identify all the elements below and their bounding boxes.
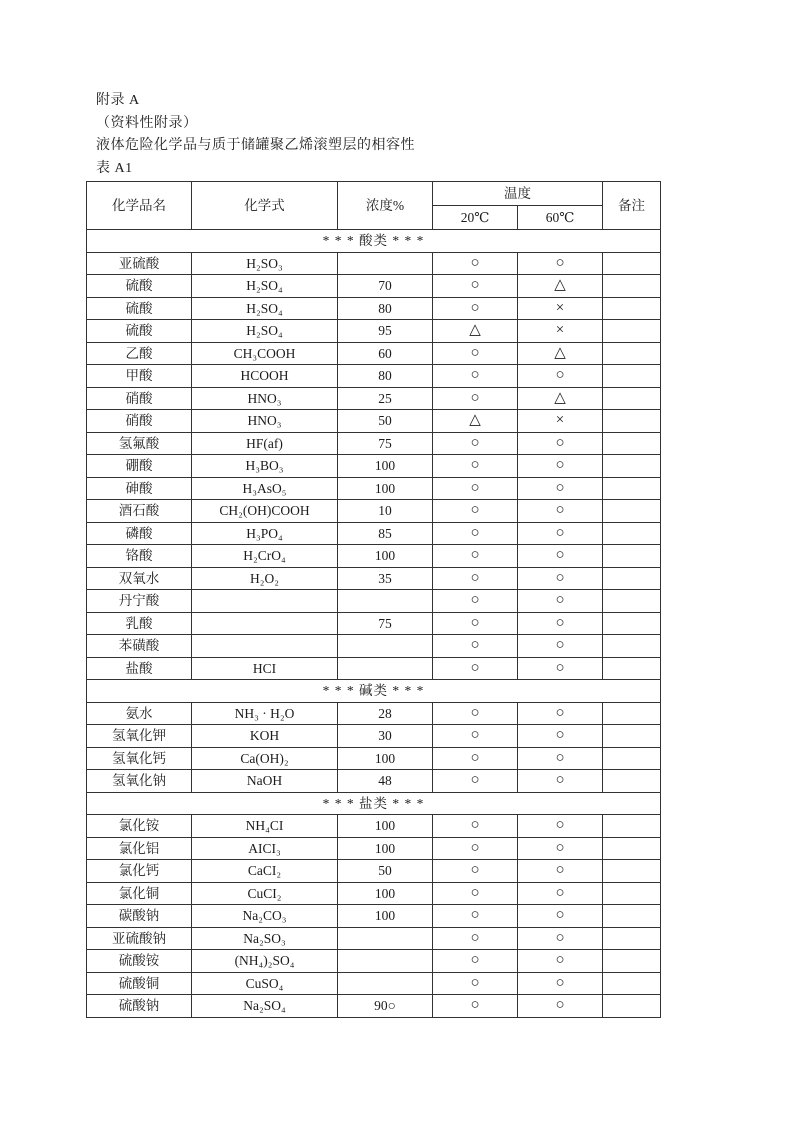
formula-cell: CuCI₂	[192, 882, 338, 905]
formula-cell: CH₂(OH)COOH	[192, 500, 338, 523]
section-label: * * * 酸类 * * *	[87, 230, 661, 253]
remark-cell	[603, 387, 661, 410]
concentration-cell	[338, 972, 433, 995]
temp-20-result-cell: △	[433, 410, 518, 433]
temp-20-result-cell: ○	[433, 612, 518, 635]
table-row	[87, 995, 661, 1018]
remark-cell	[603, 837, 661, 860]
formula-cell: H₃AsO₅	[192, 477, 338, 500]
document-page	[86, 90, 664, 1018]
temp-20-result-cell: ○	[433, 657, 518, 680]
temp-20-result-cell: ○	[433, 365, 518, 388]
chemical-name-cell: 氯化铝	[87, 837, 192, 860]
remark-cell	[603, 455, 661, 478]
table-row	[87, 477, 661, 500]
chemical-name-cell: 硫酸铜	[87, 972, 192, 995]
concentration-cell: 100	[338, 747, 433, 770]
concentration-cell: 100	[338, 477, 433, 500]
chemical-name-cell: 双氧水	[87, 567, 192, 590]
remark-cell	[603, 477, 661, 500]
remark-cell	[603, 972, 661, 995]
temp-20-result-cell: ○	[433, 342, 518, 365]
table-header	[87, 182, 661, 230]
table-row	[87, 387, 661, 410]
temp-60-result-cell: ○	[518, 252, 603, 275]
temp-20-result-cell: ○	[433, 297, 518, 320]
section-row	[87, 230, 661, 253]
formula-cell: H₂CrO₄	[192, 545, 338, 568]
temp-20-result-cell: ○	[433, 702, 518, 725]
chemical-name-cell: 乳酸	[87, 612, 192, 635]
table-row	[87, 635, 661, 658]
temp-20-result-cell: ○	[433, 927, 518, 950]
concentration-cell: 90○	[338, 995, 433, 1018]
chemical-name-cell: 铬酸	[87, 545, 192, 568]
document-title: 液体危险化学品与质于储罐聚乙烯滚塑层的相容性	[96, 138, 415, 153]
remark-cell	[603, 342, 661, 365]
temp-60-result-cell: ○	[518, 500, 603, 523]
chemical-name-cell: 砷酸	[87, 477, 192, 500]
concentration-cell	[338, 927, 433, 950]
concentration-cell: 50	[338, 860, 433, 883]
compatibility-table	[86, 181, 661, 1018]
temp-20-result-cell: ○	[433, 500, 518, 523]
remark-cell	[603, 657, 661, 680]
temp-20-result-cell: ○	[433, 432, 518, 455]
table-row	[87, 410, 661, 433]
concentration-cell: 100	[338, 905, 433, 928]
table-row	[87, 837, 661, 860]
temp-60-result-cell: ○	[518, 995, 603, 1018]
formula-cell: H₂O₂	[192, 567, 338, 590]
table-row	[87, 590, 661, 613]
temp-20-result-cell: ○	[433, 545, 518, 568]
chemical-name-cell: 丹宁酸	[87, 590, 192, 613]
temp-20-result-cell: ○	[433, 905, 518, 928]
temp-20-result-cell: ○	[433, 770, 518, 793]
table-row	[87, 950, 661, 973]
temp-60-result-cell: ×	[518, 297, 603, 320]
appendix-type: （资料性附录）	[96, 115, 198, 131]
remark-cell	[603, 297, 661, 320]
chemical-name-cell: 硼酸	[87, 455, 192, 478]
formula-cell: Na₂CO₃	[192, 905, 338, 928]
remark-cell	[603, 545, 661, 568]
chemical-name-cell: 硫酸	[87, 320, 192, 343]
formula-cell: Ca(OH)₂	[192, 747, 338, 770]
formula-cell: Na₂SO₄	[192, 995, 338, 1018]
table-row	[87, 905, 661, 928]
table-row	[87, 545, 661, 568]
section-label: * * * 盐类 * * *	[87, 792, 661, 815]
temp-60-result-cell: △	[518, 275, 603, 298]
remark-cell	[603, 500, 661, 523]
temp-20-result-cell: ○	[433, 837, 518, 860]
table-row	[87, 725, 661, 748]
remark-cell	[603, 432, 661, 455]
temp-20-result-cell: ○	[433, 590, 518, 613]
table-row	[87, 567, 661, 590]
temp-20-result-cell: △	[433, 320, 518, 343]
section-label: * * * 碱类 * * *	[87, 680, 661, 703]
formula-cell: KOH	[192, 725, 338, 748]
table-row	[87, 432, 661, 455]
remark-cell	[603, 702, 661, 725]
temp-60-result-cell: ○	[518, 477, 603, 500]
remark-cell	[603, 252, 661, 275]
chemical-name-cell: 氨水	[87, 702, 192, 725]
remark-cell	[603, 725, 661, 748]
formula-cell: CH₃COOH	[192, 342, 338, 365]
remark-cell	[603, 815, 661, 838]
concentration-cell	[338, 950, 433, 973]
temp-60-result-cell: ○	[518, 725, 603, 748]
formula-cell: HCI	[192, 657, 338, 680]
formula-cell: HF(af)	[192, 432, 338, 455]
temp-60-result-cell: ○	[518, 950, 603, 973]
chemical-name-cell: 酒石酸	[87, 500, 192, 523]
remark-cell	[603, 522, 661, 545]
remark-cell	[603, 275, 661, 298]
temp-60-result-cell: ○	[518, 432, 603, 455]
temp-60-result-cell: ○	[518, 770, 603, 793]
temp-60-result-cell: ○	[518, 905, 603, 928]
table-row	[87, 815, 661, 838]
temp-20-result-cell: ○	[433, 455, 518, 478]
section-row	[87, 792, 661, 815]
remark-cell	[603, 950, 661, 973]
table-row	[87, 342, 661, 365]
concentration-cell: 100	[338, 545, 433, 568]
table-row	[87, 500, 661, 523]
table-row	[87, 657, 661, 680]
formula-cell: NH₄CI	[192, 815, 338, 838]
chemical-name-cell: 氯化铜	[87, 882, 192, 905]
chemical-name-cell: 亚硫酸钠	[87, 927, 192, 950]
table-row	[87, 252, 661, 275]
formula-cell: H₃PO₄	[192, 522, 338, 545]
chemical-name-cell: 磷酸	[87, 522, 192, 545]
chemical-name-cell: 碳酸钠	[87, 905, 192, 928]
header-concentration: 浓度%	[338, 182, 433, 230]
chemical-name-cell: 氯化铵	[87, 815, 192, 838]
temp-60-result-cell: ○	[518, 365, 603, 388]
formula-cell	[192, 590, 338, 613]
remark-cell	[603, 612, 661, 635]
remark-cell	[603, 905, 661, 928]
concentration-cell: 100	[338, 837, 433, 860]
formula-cell: H₃BO₃	[192, 455, 338, 478]
table-row	[87, 770, 661, 793]
section-row	[87, 680, 661, 703]
temp-60-result-cell: ○	[518, 815, 603, 838]
temp-60-result-cell: ○	[518, 545, 603, 568]
document-headings	[96, 90, 664, 180]
chemical-name-cell: 硫酸	[87, 297, 192, 320]
chemical-name-cell: 乙酸	[87, 342, 192, 365]
temp-60-result-cell: ×	[518, 320, 603, 343]
appendix-label: 附录 A	[96, 93, 140, 108]
temp-20-result-cell: ○	[433, 815, 518, 838]
temp-60-result-cell: △	[518, 387, 603, 410]
chemical-name-cell: 硫酸钠	[87, 995, 192, 1018]
formula-cell: NaOH	[192, 770, 338, 793]
chemical-name-cell: 硫酸铵	[87, 950, 192, 973]
temp-20-result-cell: ○	[433, 747, 518, 770]
remark-cell	[603, 567, 661, 590]
chemical-name-cell: 亚硫酸	[87, 252, 192, 275]
temp-20-result-cell: ○	[433, 387, 518, 410]
chemical-name-cell: 硫酸	[87, 275, 192, 298]
table-row	[87, 860, 661, 883]
table-caption: 表 A1	[96, 160, 133, 176]
temp-60-result-cell: ○	[518, 635, 603, 658]
chemical-name-cell: 氢氧化钾	[87, 725, 192, 748]
formula-cell: H₂SO₄	[192, 320, 338, 343]
temp-20-result-cell: ○	[433, 995, 518, 1018]
temp-20-result-cell: ○	[433, 635, 518, 658]
header-temperature: 温度	[433, 182, 603, 206]
temp-60-result-cell: ○	[518, 927, 603, 950]
formula-cell: CuSO₄	[192, 972, 338, 995]
temp-20-result-cell: ○	[433, 567, 518, 590]
concentration-cell	[338, 635, 433, 658]
concentration-cell: 80	[338, 365, 433, 388]
remark-cell	[603, 410, 661, 433]
chemical-name-cell: 氢氧化钙	[87, 747, 192, 770]
table-row	[87, 365, 661, 388]
formula-cell: HNO₃	[192, 387, 338, 410]
concentration-cell: 95	[338, 320, 433, 343]
table-row	[87, 702, 661, 725]
temp-60-result-cell: ○	[518, 612, 603, 635]
header-formula: 化学式	[192, 182, 338, 230]
concentration-cell: 100	[338, 815, 433, 838]
table-row	[87, 612, 661, 635]
temp-60-result-cell: ○	[518, 455, 603, 478]
concentration-cell: 100	[338, 455, 433, 478]
concentration-cell: 10	[338, 500, 433, 523]
temp-20-result-cell: ○	[433, 950, 518, 973]
formula-cell: CaCI₂	[192, 860, 338, 883]
table-row	[87, 972, 661, 995]
temp-60-result-cell: ○	[518, 657, 603, 680]
concentration-cell: 70	[338, 275, 433, 298]
temp-60-result-cell: ○	[518, 860, 603, 883]
table-body	[87, 230, 661, 1018]
remark-cell	[603, 747, 661, 770]
remark-cell	[603, 635, 661, 658]
table-row	[87, 927, 661, 950]
table-row	[87, 747, 661, 770]
temp-20-result-cell: ○	[433, 477, 518, 500]
header-temp-60: 60℃	[518, 206, 603, 230]
formula-cell: HCOOH	[192, 365, 338, 388]
remark-cell	[603, 590, 661, 613]
concentration-cell: 75	[338, 432, 433, 455]
concentration-cell	[338, 252, 433, 275]
temp-60-result-cell: ○	[518, 972, 603, 995]
concentration-cell: 28	[338, 702, 433, 725]
temp-20-result-cell: ○	[433, 275, 518, 298]
chemical-name-cell: 盐酸	[87, 657, 192, 680]
remark-cell	[603, 882, 661, 905]
concentration-cell: 25	[338, 387, 433, 410]
formula-cell: Na₂SO₃	[192, 927, 338, 950]
concentration-cell: 60	[338, 342, 433, 365]
formula-cell	[192, 635, 338, 658]
formula-cell: H₂SO₄	[192, 297, 338, 320]
chemical-name-cell: 甲酸	[87, 365, 192, 388]
table-row	[87, 297, 661, 320]
chemical-name-cell: 硝酸	[87, 387, 192, 410]
header-temp-20: 20℃	[433, 206, 518, 230]
formula-cell: H₂SO₄	[192, 275, 338, 298]
formula-cell: H₂SO₃	[192, 252, 338, 275]
temp-20-result-cell: ○	[433, 860, 518, 883]
temp-20-result-cell: ○	[433, 882, 518, 905]
chemical-name-cell: 氢氧化钠	[87, 770, 192, 793]
concentration-cell: 48	[338, 770, 433, 793]
table-row	[87, 522, 661, 545]
chemical-name-cell: 苯磺酸	[87, 635, 192, 658]
temp-60-result-cell: △	[518, 342, 603, 365]
temp-20-result-cell: ○	[433, 522, 518, 545]
table-row	[87, 882, 661, 905]
concentration-cell: 80	[338, 297, 433, 320]
temp-60-result-cell: ○	[518, 590, 603, 613]
formula-cell: AICI₃	[192, 837, 338, 860]
formula-cell: HNO₃	[192, 410, 338, 433]
header-chemical-name: 化学品名	[87, 182, 192, 230]
temp-20-result-cell: ○	[433, 725, 518, 748]
concentration-cell	[338, 657, 433, 680]
formula-cell: NH₃ · H₂O	[192, 702, 338, 725]
concentration-cell	[338, 590, 433, 613]
temp-20-result-cell: ○	[433, 972, 518, 995]
formula-cell: (NH₄)₂SO₄	[192, 950, 338, 973]
chemical-name-cell: 氯化钙	[87, 860, 192, 883]
concentration-cell: 35	[338, 567, 433, 590]
remark-cell	[603, 770, 661, 793]
chemical-name-cell: 硝酸	[87, 410, 192, 433]
table-row	[87, 275, 661, 298]
remark-cell	[603, 320, 661, 343]
formula-cell	[192, 612, 338, 635]
temp-60-result-cell: ○	[518, 837, 603, 860]
temp-60-result-cell: ○	[518, 882, 603, 905]
concentration-cell: 75	[338, 612, 433, 635]
temp-60-result-cell: ○	[518, 702, 603, 725]
concentration-cell: 100	[338, 882, 433, 905]
concentration-cell: 30	[338, 725, 433, 748]
header-remarks: 备注	[603, 182, 661, 230]
table-row	[87, 320, 661, 343]
temp-60-result-cell: ○	[518, 747, 603, 770]
remark-cell	[603, 927, 661, 950]
temp-60-result-cell: ×	[518, 410, 603, 433]
temp-60-result-cell: ○	[518, 567, 603, 590]
remark-cell	[603, 995, 661, 1018]
chemical-name-cell: 氢氟酸	[87, 432, 192, 455]
concentration-cell: 50	[338, 410, 433, 433]
concentration-cell: 85	[338, 522, 433, 545]
table-row	[87, 455, 661, 478]
remark-cell	[603, 365, 661, 388]
temp-60-result-cell: ○	[518, 522, 603, 545]
remark-cell	[603, 860, 661, 883]
temp-20-result-cell: ○	[433, 252, 518, 275]
